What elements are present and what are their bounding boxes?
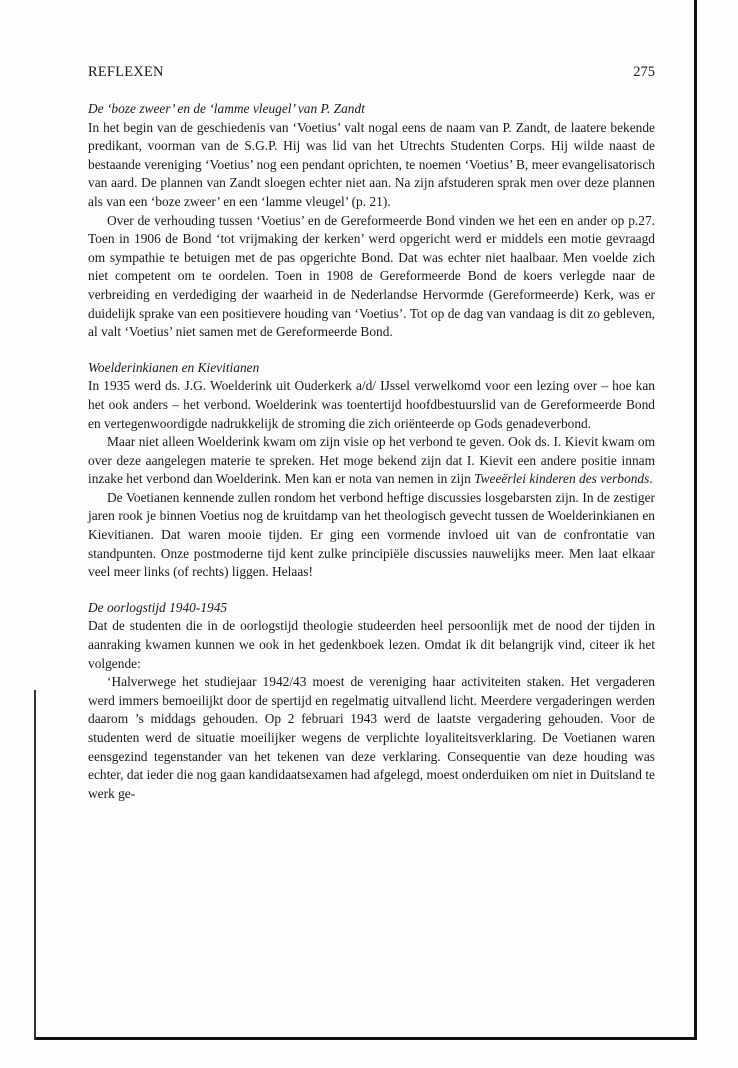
- section-zandt: [88, 100, 655, 342]
- scan-edge-bottom: [34, 1037, 697, 1040]
- section-heading: Woelderinkianen en Kievitianen: [88, 359, 260, 375]
- page-number: 275: [633, 64, 655, 80]
- page-body: [88, 100, 655, 803]
- paragraph: De Voetianen kennende zullen rondom het verbond heftige discussies losgebarsten zijn. In de zestiger jaren rook je binnen Voetius nog de kruitdamp van het theologisch gevecht tussen de Woelderinkianen en Kievitianen. Dat waren mooie tijden. Er ging een vormende invloed uit van de confrontatie van standpunten. Onze postmoderne tijd kent zulke principiële discussies nauwelijks meer. Men laat elkaar veel meer links (of rechts) liggen. Helaas!: [88, 489, 655, 580]
- section-heading: De oorlogstijd 1940-1945: [88, 599, 228, 615]
- paragraph: Over de verhouding tussen ‘Voetius’ en de Gereformeerde Bond vinden we het een en ander op p.27. Toen in 1906 de Bond ‘tot vrijmaking der kerken’ werd opgericht werd er middels een motie gevraagd om sympathie te betuigen met de pas opgerichte Bond. Dat was echter niet haalbaar. Men voelde zich niet competent om te oordelen. Toen in 1908 de Gereformeerde Bond de koers verlegde naar de verbreiding en verdediging der waarheid in de Nederlandse Hervormde (Gereformeerde) Kerk, was er duidelijk sprake van een positievere houding van ‘Voetius’. Tot op de dag van vandaag is dit zo gebleven, al valt ‘Voetius’ niet samen met de Gereformeerde Bond.: [88, 212, 655, 340]
- paragraph: In het begin van de geschiedenis van ‘Voetius’ valt nogal eens de naam van P. Zandt, de laatere bekende predikant, voorman van de S.G.P. Hij was lid van het Utrechts Studenten Corps. Hij wilde naast de bestaande vereniging ‘Voetius’ nog een pendant oprichten, te noemen ‘Voetius’ B, meer evangelisatorisch van aard. De plannen van Zandt sloegen echter niet aan. Na zijn afstuderen sprak men over deze plannen als van een ‘boze zweer’ en een ‘lamme vleugel’ (p. 21).: [88, 119, 655, 209]
- running-head: REFLEXEN: [88, 64, 164, 80]
- quoted-paragraph: ‘Halverwege het studiejaar 1942/43 moest de vereniging haar activiteiten staken. Het vergaderen werd immers bemoeilijkt door de spertijd en regelmatig uitvallend licht. Meerdere vergaderingen werden daarom ’s middags gehouden. Op 2 februari 1943 werd de laatste vergadering gehouden. Voor de studenten werd de situatie moeilijker wegens de verplichte loyaliteitsverklaring. De Voetianen waren eensgezind tegenstander van het tekenen van deze verklaring. Consequentie van deze houding was echter, dat ieder die nog gaan kandidaatsexamen had afgelegd, moest onderduiken om niet in Duitsland te werk ge-: [88, 674, 655, 801]
- scan-edge-right: [694, 0, 697, 1040]
- paragraph: Maar niet alleen Woelderink kwam om zijn visie op het verbond te geven. Ook ds. I. Kievit kwam om over deze aangelegen materie te spreken. Het moge bekend zijn dat I. Kievit een andere positie innam inzake het verbond dan Woelderink. Men kan er nota van nemen in zijn Tweeërlei kinderen des verbonds.: [88, 434, 655, 487]
- section-oorlogstijd: [88, 599, 655, 804]
- book-title: Tweeërlei kinderen des verbonds: [474, 471, 650, 487]
- paragraph-text: Maar niet alleen Woelderink kwam om zijn visie op het verbond te geven. Ook ds. I. Kievit kwam om over deze aangelegen materie te spreken. Het moge bekend zijn dat I. Kievit een andere positie innam inzake het verbond dan Woelderink. Men kan er nota van nemen in zijn: [88, 434, 655, 487]
- scan-edge-left: [34, 690, 36, 1040]
- paragraph: Dat de studenten die in de oorlogstijd theologie studeerden heel persoonlijk met de nood der tijden in aanraking kwamen kunnen we ook in het gedenkboek lezen. Omdat ik dit belangrijk vind, citeer ik het volgende:: [88, 618, 655, 671]
- section-woelderink-kievit: [88, 359, 655, 582]
- section-heading: De ‘boze zweer’ en de ‘lamme vleugel’ van P. Zandt: [88, 101, 365, 116]
- paragraph: In 1935 werd ds. J.G. Woelderink uit Ouderkerk a/d/ IJssel verwelkomd voor een lezing over – hoe kan het ook anders – het verbond. Woelderink was toentertijd hoofdbestuurslid van de Gereformeerde Bond en vertegenwoordigde nadrukkelijk de stroming die zich oriënteerde op Gods genadeverbond.: [88, 378, 655, 431]
